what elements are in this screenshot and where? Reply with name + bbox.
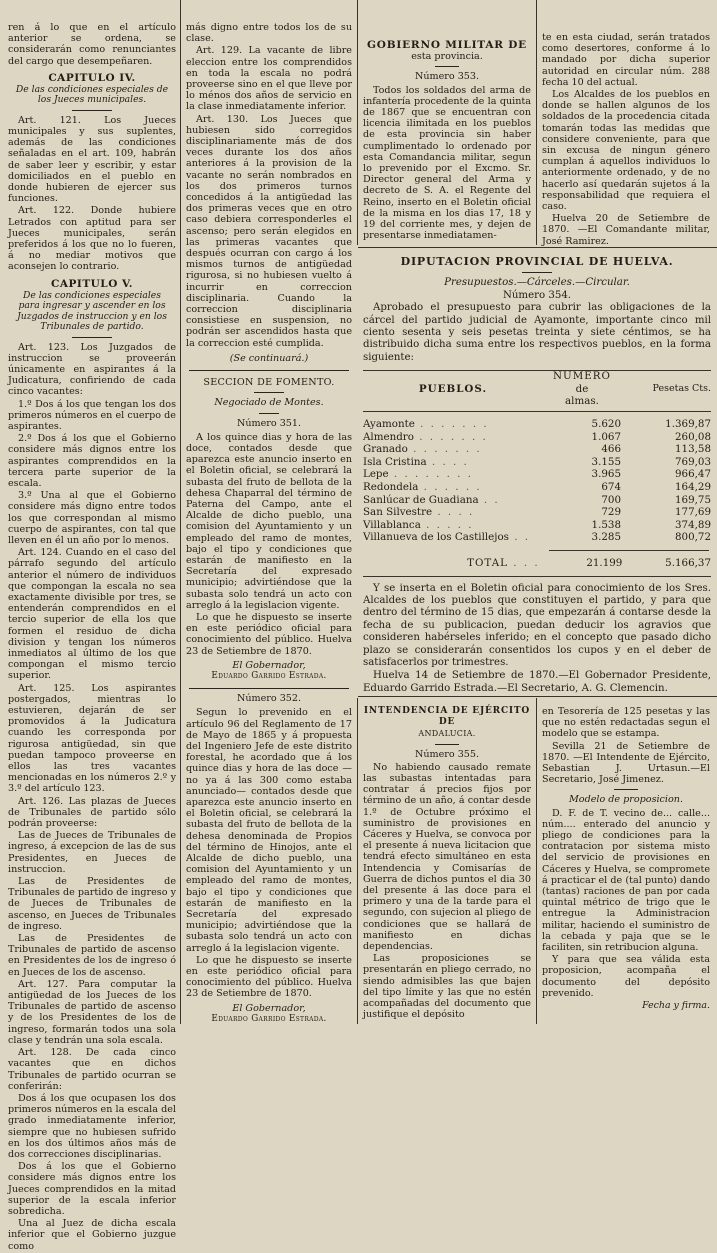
divider (72, 110, 112, 111)
pueblo-name: Ayamonte (363, 418, 415, 431)
almas-cell: 674 (601, 481, 621, 493)
notice-text: Y se inserta en el Boletin oficial para conocimiento de los Sres. Alcaldes de los pueblos que constituyen el partido, y para que dentro del término de 15 dias, que empezarán á contarse desde la fecha de su publicacion, puedan deducir los agravios que consideren habérseles inferido; en el concepto que pasado dicho plazo se considerarán consentidos los cupos y en el deber de satisfacerlos por trimestres. (363, 582, 711, 668)
column-header-de: de (575, 382, 589, 395)
column-rule (536, 698, 537, 1024)
divider (435, 744, 459, 745)
model-heading: Modelo de proposicion. (568, 794, 684, 806)
divider (614, 789, 638, 790)
notice-text: en Tesorería de 125 pesetas y las que no estén redactadas segun el modelo que se estampa. (542, 706, 710, 740)
table-row (363, 531, 711, 544)
pueblo-cell (363, 481, 543, 494)
paragraph: ren á lo que en el artículo anterior se ordena, se considerarán como renunciantes del cargo que desempeñaren. (8, 22, 176, 67)
table-row (363, 506, 711, 519)
pueblo-name: Lepe (363, 468, 389, 481)
column-header-numero: NUMERO (553, 370, 611, 383)
almas-cell: 3.965 (591, 468, 621, 481)
chapter-heading: CAPITULO IV. (48, 71, 136, 84)
notice-text: te en esta ciudad, serán tratados como desertores, conforme á lo mandado por dicha superior autoridad en circular núm. 288 fecha 10 del actual. (542, 32, 710, 88)
signatory-title: El Gobernador, (232, 1002, 306, 1014)
notice-number: Número 354. (502, 289, 572, 301)
article-item: Las de Jueces de Tribunales de ingreso, á excepcion de las de sus Presidentes, en Jueces de instruccion. (8, 830, 176, 875)
pesetas-cell: 1.369,87 (665, 418, 711, 431)
pueblo-cell (363, 468, 543, 481)
column-3 (363, 40, 531, 242)
leader-dots: . . . . . . . (414, 418, 489, 431)
notice-text: Lo que he dispuesto se inserte en este periódico oficial para conocimiento del público. Huelva 23 de Setiembre de 1870. (186, 611, 352, 657)
section-heading: INTENDENCIA DE EJÉRCITO DE (363, 706, 531, 728)
pesetas-cell: 374,89 (674, 518, 711, 531)
table-rule (363, 370, 711, 371)
article-item: Dos á los que ocupasen los dos primeros números en la escala del grado inmediatamente inferior, siempre que no hubiesen sufrido en los dos últimos años más de dos correcciones disciplinarias. (8, 1092, 176, 1160)
almas-cell: 1.538 (591, 518, 621, 531)
pesetas-cell: 800,72 (674, 531, 711, 544)
pueblo-name: Isla Cristina (363, 455, 427, 468)
notice-text: A los quince dias y hora de las doce, contados desde que aparezca este anuncio inserto en el Boletin oficial, se celebrará la subasta del fruto de bellota de la dehesa Chaparral del término de Paterna del Campo, ante el Alcalde de dicho pueblo, una comision del Ayuntamiento y un empleado del ramo de montes, bajo el tipo y condiciones que estarán de manifiesto en la Secretaría del expresado municipio; advirtiéndose que la subasta solo tendrá un acto con arreglo á la legislacion vigente. (186, 431, 352, 611)
model-text: D. F. de T. vecino de... calle... núm.... enterado del anuncio y pliego de condiciones para la contratacion por sistema misto del servicio de provisiones en Cáceres y Huelva, se compromete á practicar el de (tal punto) dando (tantas) raciones de pan por cada quintal métrico de trigo que le entregue la Administracion militar, haciendo el suministro de la cebada y paja que se le faciliten, sin retribucion alguna. (542, 807, 710, 954)
almas-cell: 729 (601, 506, 621, 519)
table-total (363, 557, 711, 570)
almas-cell: 3.155 (591, 455, 621, 468)
pesetas-cell: 164,29 (674, 481, 711, 493)
column-rule (357, 698, 358, 1024)
article: Art. 123. Los Juzgados de instruccion se proveerán únicamente en aspirantes á la Judicatura, confiriendo de cada cinco vacantes: (8, 341, 176, 398)
divider (72, 337, 112, 338)
article-item: Dos á los que el Gobierno considere más dignos entre los Jueces comprendidos en la mitad superior de la escala inferior sobredicha. (8, 1161, 176, 1217)
notice-signature: Huelva 20 de Setiembre de 1870. —El Comandante militar, José Ramirez. (542, 213, 710, 247)
signatory-name: Eduardo Garrido Estrada. (211, 670, 327, 681)
article-item: Una al Juez de dicha escala inferior que el Gobierno juzgue como (8, 1218, 176, 1252)
pueblo-cell (363, 506, 543, 519)
almas-cell: 5.620 (591, 418, 621, 431)
article-item: 2.º Dos á los que el Gobierno considere más dignos entre los aspirantes comprendidos en la tercera parte superior de la escala. (8, 433, 176, 489)
pueblo-cell (363, 431, 543, 444)
section-subheading: esta provincia. (411, 51, 483, 63)
column-header-pesetas: Pesetas Cts. (652, 382, 711, 394)
table-row (363, 418, 711, 431)
leader-dots: . . . . . . . (407, 443, 482, 456)
pueblo-name: San Silvestre (363, 506, 433, 519)
column-1 (8, 22, 176, 1253)
table-row (363, 494, 711, 507)
table-row (363, 519, 711, 532)
article: Art. 125. Los aspirantes postergados, mientras lo estuvieren, dejarán de ser promovidos á la Judicatura cuando les corresponda por rigurosa antigüedad, sin que puedan tampoco proveerse en ellos las tres vacantes mencionadas en los números 2.º y 3.º del artículo 123. (8, 682, 176, 795)
pueblo-name: Almendro (363, 430, 414, 443)
article-item: 3.º Una al que el Gobierno considere más digno entre todos los que correspondan al mismo cuerpo de aspirantes, con tal que lleven en él un año por lo menos. (8, 490, 176, 546)
column-header-almas: almas. (565, 395, 599, 408)
table-rule (549, 550, 709, 551)
table-body (363, 418, 711, 544)
leader-dots: . . (478, 493, 500, 506)
leader-dots: . . . . . . (418, 481, 482, 493)
article: Art. 129. La vacante de libre eleccion entre los comprendidos en toda la escala no podrá proveerse sino en el que lleve por lo ménos dos años de servicio en la clase inmediatamente inferior. (186, 45, 352, 113)
total-label: TOTAL . . . (467, 556, 540, 569)
notice-text: Las proposiciones se presentarán en pliego cerrado, no siendo admisibles las que bajen del tipo límite y las que no estén acompañadas del documento que justifique el depósito (363, 953, 531, 1021)
article: Art. 124. Cuando en el caso del párrafo segundo del artículo anterior el número de individuos que compongan la escala no sea exactamente divisible por tres, se entenderán comprendidos en el tercio superior de ella los que formen el residuo de dicha division y tengan los números inmediatos al último de los que compongan el mismo tercio superior. (8, 547, 176, 682)
signatory-title: El Gobernador, (232, 659, 306, 671)
almas-cell: 700 (601, 493, 621, 506)
chapter-heading: CAPITULO V. (51, 277, 133, 290)
table-row (363, 431, 711, 444)
notice-text: Los Alcaldes de los pueblos en donde se hallen algunos de los soldados de la procedencia citada tomarán todas las medidas que considere conveniente, para que sin excusa de ningun género cumplan á aquellos individuos lo anteriormente ordenado, y de no hacerlo así quedarán sujetos á la responsabilidad que requiera el caso. (542, 89, 710, 213)
section-heading: DIPUTACION PROVINCIAL DE HUELVA. (400, 255, 674, 268)
pueblo-cell (363, 531, 543, 544)
leader-dots: . . . . (432, 506, 475, 519)
notice-signature: Sevilla 21 de Setiembre de 1870. —El Intendente de Ejército, Sebastian J. Urtasun.—El Secretario, José Jimenez. (542, 740, 710, 786)
pueblo-cell (363, 443, 543, 456)
divider (189, 688, 349, 689)
pueblo-name: Villanueva de los Castillejos (363, 531, 509, 544)
chapter-subheading: De las condiciones especiales para ingresar y ascender en los Juzgados de instruccion y en los Tribunales de partido. (17, 289, 167, 333)
section-heading: GOBIERNO MILITAR DE (367, 39, 527, 51)
column-header-pueblos: PUEBLOS. (418, 382, 488, 395)
divider (259, 413, 279, 414)
divider (189, 370, 349, 371)
paragraph: más digno entre todos los de su clase. (186, 22, 352, 45)
section-subheading: ANDALUCIA. (418, 729, 476, 739)
pueblo-cell (363, 456, 543, 469)
notice-number: Número 352. (236, 693, 302, 705)
notice-number: Número 353. (414, 71, 480, 83)
notice-text: Aprobado el presupuesto para cubrir las obligaciones de la cárcel del partido judicial de Ayamonte, importante cinco mil ciento sesenta y seis pesetas treinta y siete céntimos, se ha distribuido dicha suma entre los respectivos pueblos, en la forma siguiente: (363, 302, 711, 363)
total-pesetas: 5.166,37 (665, 556, 711, 569)
notice-text: Todos los soldados del arma de infantería procedente de la quinta de 1867 que se encuentran con licencia ilimitada en los pueblos de esta provincia sin haber cumplimentado lo ordenado por esta Comandancia militar, segun lo prevenido por el Excmo. Sr. Director general del Arma y decreto de S. A. el Regente del Reino, inserto en el Boletin oficial de la misma en los dias 17, 18 y 19 del corriente mes, y dejen de presentarse inmediatamen- (363, 84, 531, 242)
model-text: Y para que sea válida esta proposicion, acompaña el documento del depósito prevenido. (542, 954, 710, 999)
leader-dots: . . . . (426, 455, 469, 468)
almas-cell: 3.285 (591, 531, 621, 544)
table-row (363, 456, 711, 469)
leader-dots: . . . . . (420, 518, 474, 531)
pueblo-name: Granado (363, 443, 408, 456)
date-signature-line: Fecha y firma. (642, 1000, 710, 1012)
notice-text: Lo que he dispuesto se inserte en este periódico oficial para conocimiento del público. Huelva 23 de Setiembre de 1870. (186, 954, 352, 1000)
column-2 (186, 22, 352, 1025)
pesetas-cell: 966,47 (674, 468, 711, 481)
article-item: 1.º Dos á los que tengan los dos primeros números en el cuerpo de aspirantes. (8, 398, 176, 432)
table-row (363, 443, 711, 456)
notice-number: Número 351. (236, 417, 302, 429)
divider (435, 66, 459, 67)
pesetas-cell: 769,03 (674, 455, 711, 468)
column-rule (536, 0, 537, 245)
column-rule (180, 0, 181, 1024)
pueblo-cell (363, 519, 543, 532)
diputacion-section (363, 256, 711, 696)
pesetas-cell: 177,69 (674, 506, 711, 519)
pesetas-cell: 113,58 (674, 443, 711, 456)
table-row (363, 468, 711, 481)
article: Art. 130. Los Jueces que hubiesen sido corregidos disciplinariamente más de dos veces durante los dos años anteriores á la provision de la vacante no serán nombrados en los dos primeros turnos concedidos á la antigüedad las dos primeras veces que en otro caso debiera corresponderles el ascenso; pero serán elegidos en las primeras vacantes que después ocurran con cargo á los mismos turnos de antigüedad rigurosa, si no hubiesen vuelto á incurrir en correccion disciplinaria. Cuando la correccion disciplinaria consistiese en suspension, no podrán ser ascendidos hasta que la correccion esté cumplida. (186, 113, 352, 349)
notice-text: No habiendo causado remate las subastas intentadas para contratar á precios fijos por término de un año, á contar desde 1.º de Octubre próximo el suministro de provisiones en Cáceres y Huelva, se convoca por el presente á nueva licitacion que tendrá efecto simultáneo en esta Intendencia y Comisarías de Guerra de dichos puntos el dia 30 del presente á las doce para el primero y una de la tarde para el segundo, con sujecion al pliego de condiciones que se hallará de manifiesto en dichas dependencias. (363, 761, 531, 953)
pesetas-cell: 260,08 (674, 430, 711, 443)
leader-dots: . . . . . . . (413, 430, 488, 443)
column-rule (357, 0, 358, 245)
distribution-table (363, 370, 711, 576)
section-heading: SECCION DE FOMENTO. (203, 377, 335, 389)
last-column (542, 706, 710, 1011)
pueblo-cell (363, 418, 543, 431)
leader-dots: . . (508, 531, 531, 544)
article-item: Las de Presidentes de Tribunales de partido de ascenso en Presidentes de los de ingreso ó en Jueces de los de ascenso. (8, 933, 176, 978)
pueblo-name: Sanlúcar de Guadiana (363, 493, 479, 506)
table-row (363, 481, 711, 494)
pueblo-cell (363, 494, 543, 507)
table-rule (363, 411, 711, 412)
pueblo-name: Villablanca (363, 518, 421, 531)
article-item: Las de Presidentes de Tribunales de partido de ingreso y de Jueces de Tribunales de ascenso, en Jueces de Tribunales de ingreso. (8, 876, 176, 932)
article: Art. 126. Las plazas de Jueces de Tribunales de partido sólo podrán proveerse: (8, 795, 176, 830)
notice-signature: Huelva 14 de Setiembre de 1870.—El Gobernador Presidente, Eduardo Garrido Estrada.—El Secretario, A. G. Clemencin. (363, 670, 711, 694)
article: Art. 128. De cada cinco vacantes que en dichos Tribunales de partido ocurran se conferirán: (8, 1047, 176, 1092)
almas-cell: 466 (601, 443, 621, 456)
almas-cell: 1.067 (591, 430, 621, 443)
article: Art. 121. Los Jueces municipales y sus suplentes, además de las condiciones señaladas en el art. 109, habrán de saber leer y escribir, y estar domiciliados en el pueblo en donde hubieren de ejercer sus funciones. (8, 114, 176, 205)
article: Art. 127. Para computar la antigüedad de los Jueces de los Tribunales de partido de ascenso y de los Presidentes de los de ingreso, formarán todos una sola clase y tendrán una sola escala. (8, 978, 176, 1046)
notice-number: Número 355. (414, 748, 480, 760)
pueblo-name: Redondela (363, 481, 419, 493)
article: Art. 122. Donde hubiere Letrados con aptitud para ser Jueces municipales, serán preferidos á los que no lo fueren, á no mediar motivos que aconsejen lo contrario. (8, 205, 176, 273)
column-4 (542, 32, 710, 248)
negociado-heading: Negociado de Montes. (214, 397, 324, 409)
table-header (363, 370, 711, 408)
table-rule (363, 576, 711, 577)
divider (254, 392, 284, 393)
notice-text: Segun lo prevenido en el artículo 96 del Reglamento de 17 de Mayo de 1865 y á propuesta del Ingeniero Jefe de este distrito forestal, he acordado que á los quince dias y hora de las doce —no ya á las 300 como estaba anunciado— contados desde que aparezca este anuncio inserto en el Boletin oficial, se celebrará la subasta del fruto de bellota de la dehesa denominada de Propios del término de Hinojos, ante el Alcalde de dicho pueblo, una comision del Ayuntamiento y un empleado del ramo de montes, bajo el tipo y condiciones que estarán de manifiesto en la Secretaría del expresado municipio; advirtiéndose que la subasta solo tendrá un acto con arreglo á la legislacion vigente. (186, 707, 352, 954)
signatory-name: Eduardo Garrido Estrada. (211, 1013, 327, 1024)
continuation-note: (Se continuará.) (229, 352, 309, 364)
intendencia-column (363, 706, 531, 1021)
chapter-subheading: De las condiciones especiales de los Jueces municipales. (15, 84, 169, 106)
divider (522, 272, 552, 273)
pesetas-cell: 169,75 (674, 493, 711, 506)
section-subheading: Presupuestos.—Cárceles.—Circular. (444, 277, 630, 289)
leader-dots: . . . . . . . . (388, 468, 473, 481)
total-almas: 21.199 (586, 556, 623, 569)
